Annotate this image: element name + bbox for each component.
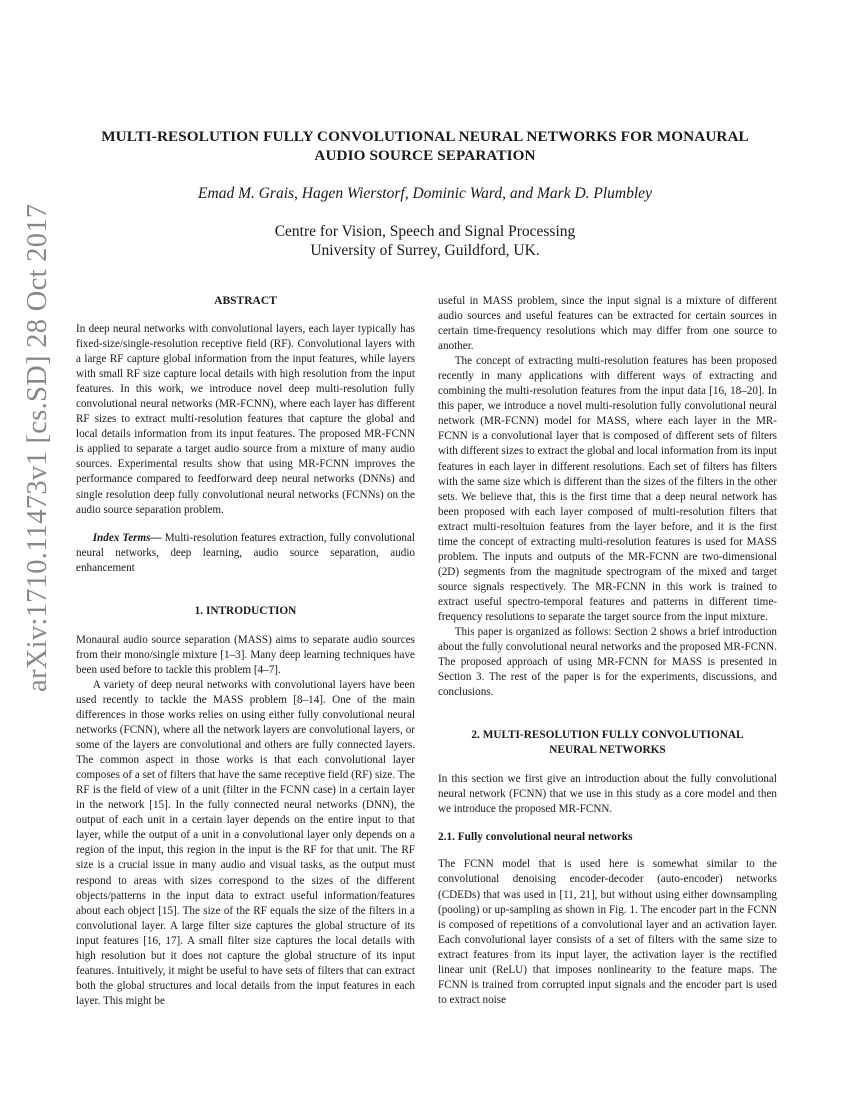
introduction-heading: 1. INTRODUCTION xyxy=(194,604,297,617)
paper-title-line-2: AUDIO SOURCE SEPARATION xyxy=(314,147,536,164)
paper-title-line-1: MULTI-RESOLUTION FULLY CONVOLUTIONAL NEURAL NETWORKS FOR MONAURAL xyxy=(101,128,749,145)
introduction-paragraph-1: Monaural audio source separation (MASS) aims to separate audio sources from their mono/single mixture [1–3]. Many deep learning techniques have been used before to tackle this problem [4–7]. xyxy=(76,633,415,676)
paper-title xyxy=(60,127,790,165)
index-terms xyxy=(76,531,415,576)
introduction-paragraph-3: The concept of extracting multi-resolution features has been proposed recently in many applications with different ways of extracting and combining the multi-resolution features from the input data [16, 18–20]. In this paper, we introduce a novel multi-resolution fully convolutional neural network (MR-FCNN) model for MASS, where each layer in the MR-FCNN is a convolutional layer that is composed of different sets of filters with different sizes to extract the global and local information from its input features in each layer in different resolutions. Each set of filters has filters with the same size which is different than the sizes of the filters in the other sets. We believe that, this is the first time that a deep neural network has been proposed with each layer composed of multi-resolution filters that extract multi-resoltuion features from the layer before, and it is the first time the concept of extracting multi-resolution features is used for MASS problem. The inputs and outputs of the MR-FCNN are two-dimensional (2D) segments from the magnitude spectrogram of the mixed and target source signals respectively. The MR-FCNN in this work is trained to extract useful spectro-temporal features and patterns in different time-frequency resolutions to separate the target source from the input mixture. xyxy=(438,355,777,623)
left-column xyxy=(76,294,415,1009)
abstract-text: In deep neural networks with convolutional layers, each layer typically has fixed-size/single-resolution receptive field (RF). Convolutional layers with a large RF capture global information from the input features, while layers with small RF size capture local details with high resolution from the input features. In this work, we introduce novel deep multi-resolution fully convolutional neural networks (MR-FCNN), where each layer has different RF sizes to extract multi-resolution features that capture the global and local details information from its input features. The proposed MR-FCNN is applied to separate a target audio source from a mixture of many audio sources. Experimental results show that using MR-FCNN improves the performance compared to feedforward deep neural networks (DNNs) and single resolution deep fully convolutional neural networks (FCNNs) on the audio source separation problem. xyxy=(76,323,415,516)
affiliation-line-1: Centre for Vision, Speech and Signal Processing xyxy=(274,223,576,240)
subsection-2-1-paragraph: The FCNN model that is used here is somewhat similar to the convolutional denoising encoder-decoder (auto-encoder) networks (CDEDs) that was used in [11, 21], but without using either downsampling (pooling) or up-sampling as shown in Fig. 1. The encoder part in the FCNN is composed of repetitions of a convolutional layer and an activation layer. Each convolutional layer consists of a set of filters with the same size to extract features from its input layer, the activation layer is the rectified linear unit (ReLU) that imposes nonlinearity to the feature maps. The FCNN is trained from corrupted input signals and the encoder part is used to extract noise xyxy=(438,858,777,1006)
arxiv-identifier: arXiv:1710.11473v1 [cs.SD] 28 Oct 2017 xyxy=(22,203,53,692)
section-2-heading-line-1: 2. MULTI-RESOLUTION FULLY CONVOLUTIONAL xyxy=(471,729,744,742)
affiliation-line-2: University of Surrey, Guildford, UK. xyxy=(310,242,540,259)
introduction-paragraph-2-continued: useful in MASS problem, since the input signal is a mixture of different audio sources and useful features can be extracted for certain sources in certain time-frequency resolutions which may differ from one source to another. xyxy=(438,295,777,353)
section-2-heading-line-2: NEURAL NETWORKS xyxy=(549,744,666,757)
introduction-paragraph-2: A variety of deep neural networks with convolutional layers have been used recently to tackle the MASS problem [8–14]. One of the main differences in those works relies on using either fully convolutional neural networks (FCNN), where all the network layers are convolutional layers, or some of the layers are convolutional and others are fully connected layers. The common aspect in those works is that each convolutional layer composes of a set of filters that have the same receptive field (RF) size. The RF is the field of view of a unit (filter in the FCNN case) in a certain layer in the network [15]. In the fully connected neural networks (DNN), the output of each unit in a certain layer depends on the entire input to that layer, while the output of a unit in a convolutional layer only depends on a region of the input, this region in the input is the RF for that unit. The RF size is a crucial issue in many audio and visual tasks, as the output must respond to areas with sizes correspond to the sizes of the different objects/patterns in the input data to extract useful information/features about each object [15]. The size of the RF equals the size of the filters in a convolutional layer. A large filter size captures the global structure of its input features [16, 17]. A small filter size captures the local details with high resolution but it does not capture the global structure of its input features. Intuitively, it might be useful to have sets of filters that can extract both the global structures and local details from the input features in each layer. This might be xyxy=(76,678,415,1007)
section-2-heading xyxy=(438,728,777,758)
affiliation xyxy=(60,222,790,260)
subsection-2-1-heading: 2.1. Fully convolutional neural networks xyxy=(438,831,633,844)
section-2-paragraph-1: In this section we first give an introduction about the fully convolutional neural network (FCNN) that we use in this study as a core model and then we introduce the proposed MR-FCNN. xyxy=(438,773,777,816)
index-terms-label: Index Terms— xyxy=(92,531,162,544)
introduction-paragraph-4: This paper is organized as follows: Section 2 shows a brief introduction about the fully convolutional neural networks and the proposed MR-FCNN. The proposed approach of using MR-FCNN for MASS is presented in Section 3. The rest of the paper is for the experiments, discussions, and conclusions. xyxy=(438,626,777,699)
index-terms-text: Multi-resolution features extraction, fully convolutional neural networks, deep learning, audio source separation, audio enhancement xyxy=(76,531,416,574)
right-column xyxy=(438,294,777,1008)
abstract-heading: ABSTRACT xyxy=(214,295,277,307)
author-list: Emad M. Grais, Hagen Wierstorf, Dominic Ward, and Mark D. Plumbley xyxy=(198,185,652,202)
